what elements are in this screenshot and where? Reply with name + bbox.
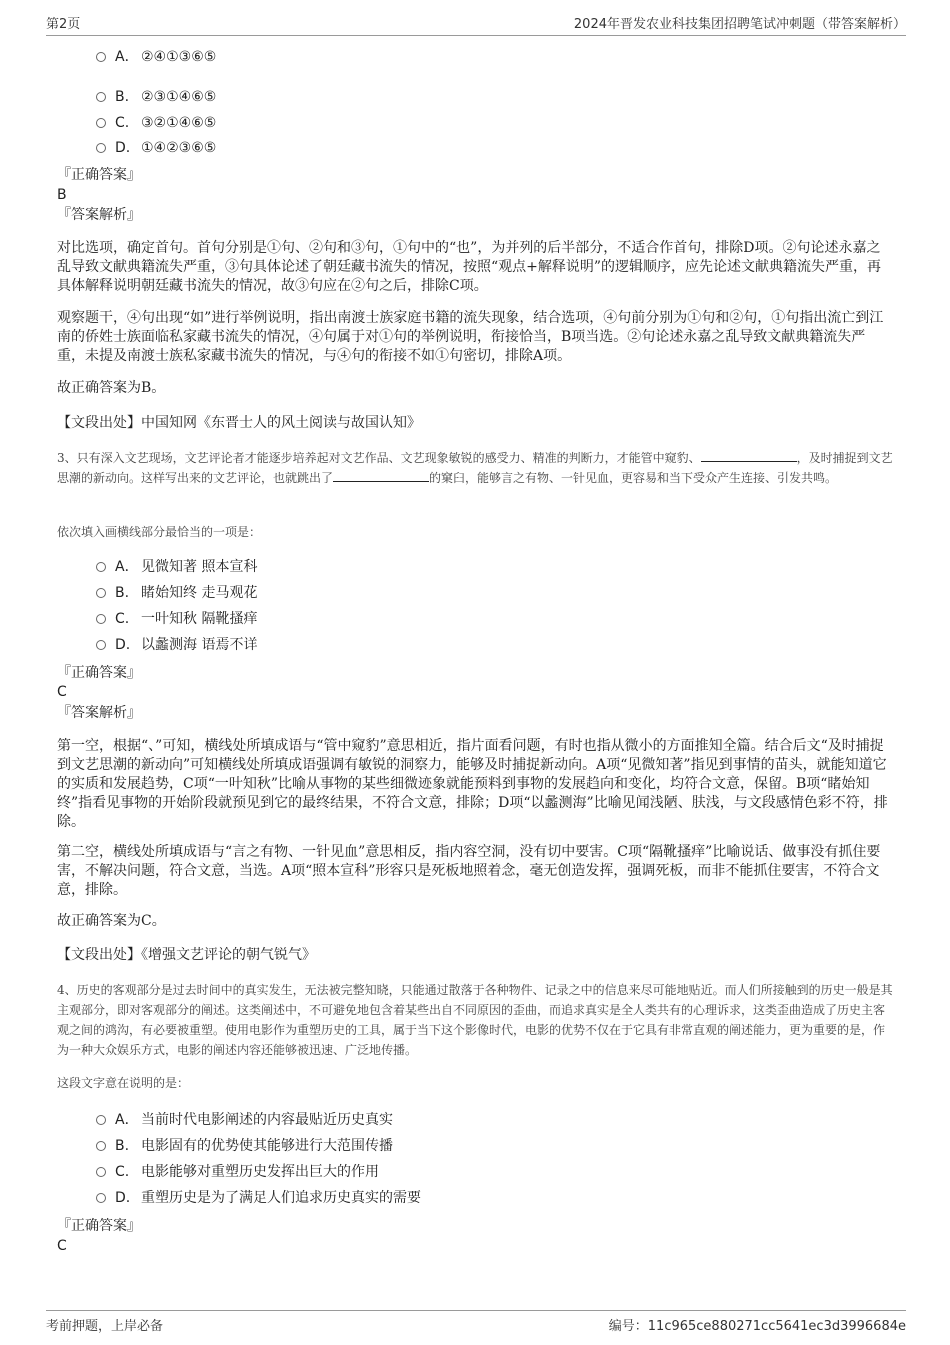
- q3-option-b[interactable]: B. 睹始知终 走马观花: [96, 584, 257, 602]
- q2-analysis-paragraph-2: 观察题干，④句出现“如”进行举例说明，指出南渡士族家庭书籍的流失现象，结合选项，④句前分别为①句和②句，①句指出流亡到江南的侨姓士族面临私家藏书流失的情况，④句属于对①句的举例说明，衔接恰当，B项当选。②句论述永嘉之乱导致文献典籍流失严重，未提及南渡士族私家藏书流失的情况，与④句的衔接不如①句密切，排除A项。: [57, 310, 884, 364]
- q2-source: 【文段出处】中国知网《东晋士人的风土阅读与故国认知》: [57, 415, 421, 431]
- q3-answer: C: [57, 684, 67, 700]
- q4-option-c[interactable]: C. 电影能够对重塑历史发挥出巨大的作用: [96, 1163, 379, 1181]
- q2-answer-label: 『正确答案』: [57, 167, 141, 183]
- q4-option-d[interactable]: D. 重塑历史是为了满足人们追求历史真实的需要: [96, 1189, 421, 1207]
- q3-prompt: 依次填入画横线部分最恰当的一项是：: [57, 525, 262, 539]
- radio-icon[interactable]: [96, 1141, 106, 1151]
- q3-option-c[interactable]: C. 一叶知秋 隔靴搔痒: [96, 610, 257, 628]
- q4-answer-label: 『正确答案』: [57, 1218, 141, 1234]
- q3-analysis-paragraph-3: 故正确答案为C。: [57, 913, 166, 929]
- q2-analysis-paragraph-1: 对比选项，确定首句。首句分别是①句、②句和③句，①句中的“也”，为并列的后半部分，不适合作首句，排除D项。②句论述永嘉之乱导致文献典籍流失严重，③句具体论述了朝廷藏书流失的情况，按照“观点+解释说明”的逻辑顺序，应先论述文献典籍流失严重，再具体解释说明朝廷藏书流失的情况，故③句应在②句之后，排除C项。: [57, 240, 882, 294]
- page-header: [46, 13, 906, 36]
- q4-stem: 4、历史的客观部分是过去时间中的真实发生，无法被完整知晓，只能通过散落于各种物件、记录之中的信息来尽可能地贴近。而人们所接触到的历史一般是其主观部分，即对客观部分的阐述。这类阐述中，不可避免地包含着某些出自不同原因的歪曲，而追求真实是全人类共有的心理诉求，这类歪曲造成了历史主客观之间的鸿沟，有必要被重塑。使用电影作为重塑历史的工具，属于当下这个影像时代，电影的优势不仅在于它具有非常直观的阐述能力，更为重要的是，作为一种大众娱乐方式，电影的阐述内容还能够被迅速、广泛地传播。: [57, 983, 893, 1057]
- q4-answer: C: [57, 1238, 67, 1254]
- radio-icon[interactable]: [96, 92, 106, 102]
- radio-icon[interactable]: [96, 143, 106, 153]
- q4-prompt: 这段文字意在说明的是：: [57, 1076, 190, 1090]
- q4-option-a[interactable]: A． 当前时代电影阐述的内容最贴近历史真实: [96, 1111, 393, 1129]
- q3-option-a[interactable]: A． 见微知著 照本宣科: [96, 558, 257, 576]
- q2-answer: B: [57, 187, 67, 203]
- radio-icon[interactable]: [96, 1167, 106, 1177]
- q3-analysis-label: 『答案解析』: [57, 705, 141, 721]
- radio-icon[interactable]: [96, 1115, 106, 1125]
- q2-option-d[interactable]: D. ①④②③⑥⑤: [96, 139, 216, 157]
- q2-option-b[interactable]: B. ②③①④⑥⑤: [96, 88, 216, 106]
- radio-icon[interactable]: [96, 118, 106, 128]
- q3-analysis-paragraph-2: 第二空，横线处所填成语与“言之有物、一针见血”意思相反，指内容空洞，没有切中要害。C项“隔靴搔痒”比喻说话、做事没有抓住要害，不解决问题，符合文意，当选。A项“照本宣科”形容只是死板地照着念，毫无创造发挥，强调死板，而非不能抓住要害，不符合文意，排除。: [57, 844, 881, 898]
- q3-answer-label: 『正确答案』: [57, 665, 141, 681]
- radio-icon[interactable]: [96, 562, 106, 572]
- q2-option-c[interactable]: C. ③②①④⑥⑤: [96, 114, 216, 132]
- footer-slogan: 考前押题，上岸必备: [46, 1319, 164, 1334]
- fill-blank-2[interactable]: [333, 469, 429, 482]
- q3-analysis-paragraph-1: 第一空，根据“、”可知，横线处所填成语与“管中窥豹”意思相近，指片面看问题，有时也指从微小的方面推知全篇。结合后文“及时捕捉到文艺思潮的新动向”可知横线处所填成语强调有敏锐的洞察力，能够及时捕捉新动向。A项“见微知著”指见到事情的苗头，就能知道它的实质和发展趋势，C项“一叶知秋”比喻从事物的某些细微迹象就能预料到事物的发展趋向和变化，均符合文意，保留。B项“睹始知终”指看见事物的开始阶段就预见到它的最终结果，不符合文意，排除；D项“以蠡测海”比喻见闻浅陋、肤浅，与文段感情色彩不符，排除。: [57, 738, 888, 830]
- page-number: 第2页: [46, 17, 81, 32]
- q2-option-a[interactable]: A． ②④①③⑥⑤: [96, 48, 216, 66]
- radio-icon[interactable]: [96, 1193, 106, 1203]
- document-title: 2024年晋发农业科技集团招聘笔试冲刺题（带答案解析）: [573, 17, 906, 32]
- radio-icon[interactable]: [96, 52, 106, 62]
- q2-analysis-paragraph-3: 故正确答案为B。: [57, 380, 166, 396]
- page-footer: [46, 1310, 906, 1335]
- radio-icon[interactable]: [96, 614, 106, 624]
- document-id: 编号：11c965ce880271cc5641ec3d3996684e: [608, 1319, 906, 1334]
- radio-icon[interactable]: [96, 588, 106, 598]
- fill-blank-1[interactable]: [701, 449, 797, 462]
- q3-option-d[interactable]: D. 以蠡测海 语焉不详: [96, 636, 257, 654]
- q2-analysis-label: 『答案解析』: [57, 207, 141, 223]
- q3-stem: 3、只有深入文艺现场，文艺评论者才能逐步培养起对文艺作品、文艺现象敏锐的感受力、精准的判断力，才能管中窥豹、 ，及时捕捉到文艺思潮的新动向。这样写出来的文艺评论，也就跳出了 的窠臼，能够言之有物、一针见血，更容易和当下受众产生连接、引发共鸣。: [57, 451, 893, 485]
- q4-option-b[interactable]: B. 电影固有的优势使其能够进行大范围传播: [96, 1137, 393, 1155]
- q3-source: 【文段出处】《增强文艺评论的朝气锐气》: [57, 947, 316, 963]
- radio-icon[interactable]: [96, 640, 106, 650]
